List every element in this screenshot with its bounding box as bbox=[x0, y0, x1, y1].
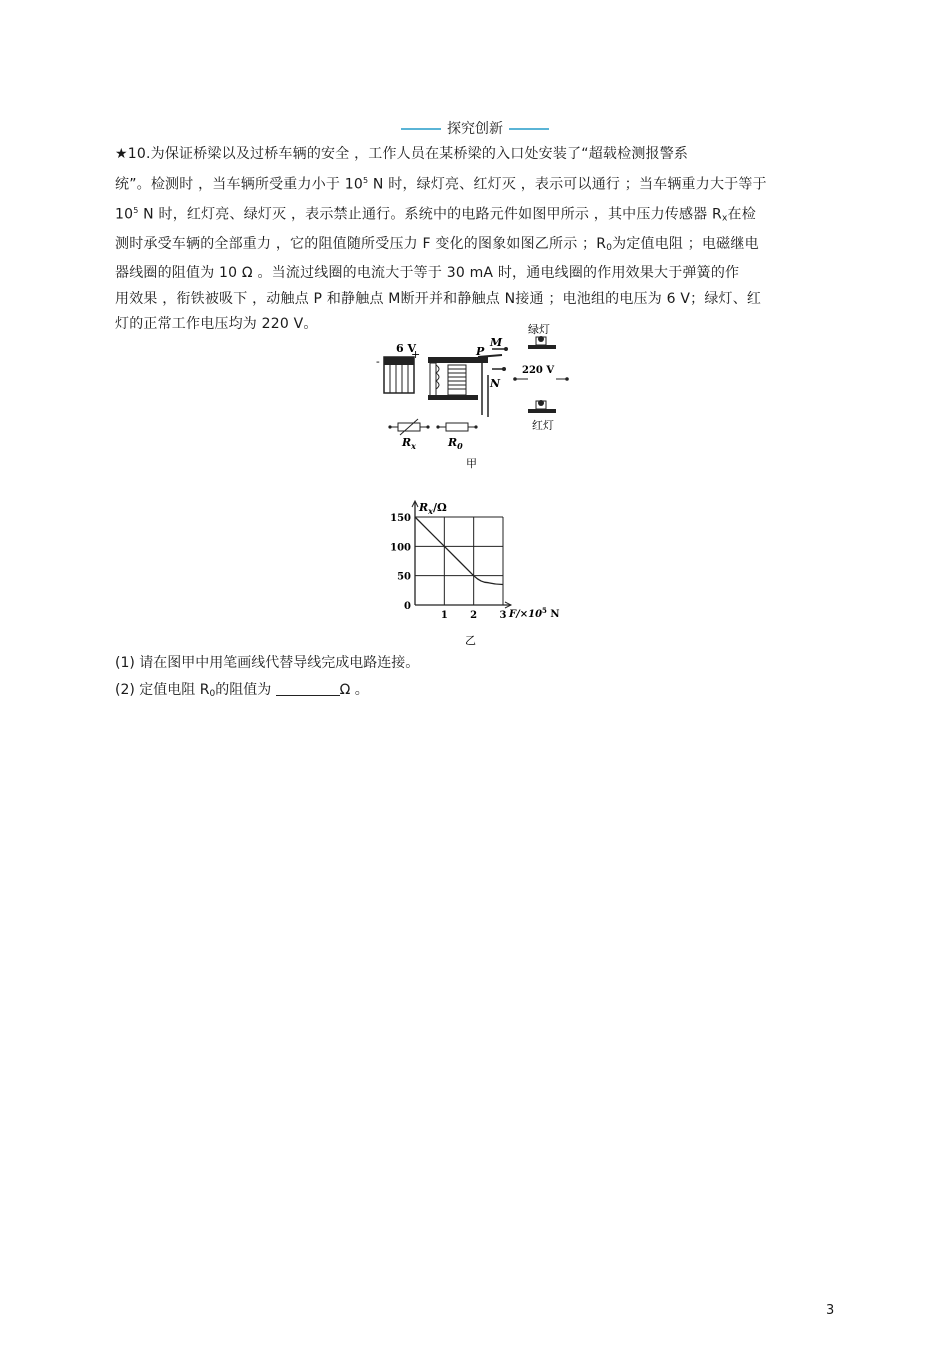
header-rule-right bbox=[509, 128, 549, 130]
red-lamp-icon bbox=[528, 400, 556, 413]
problem-text bbox=[115, 142, 825, 338]
y-tick-label: 50 bbox=[397, 571, 411, 583]
contact-m-label: M bbox=[490, 336, 503, 349]
supply-terminals-icon bbox=[513, 377, 569, 381]
section-title: 探究创新 bbox=[447, 121, 503, 137]
exponent: 5 bbox=[133, 205, 139, 215]
y-tick-label: 0 bbox=[404, 601, 411, 612]
question-2-text-c: Ω 。 bbox=[339, 682, 369, 698]
subscript-x: x bbox=[721, 213, 728, 224]
red-lamp-label: 红灯 bbox=[532, 419, 554, 432]
green-lamp-label: 绿灯 bbox=[528, 323, 550, 336]
problem-text-3a: 10 bbox=[115, 206, 134, 223]
question-2-subscript: 0 bbox=[209, 689, 216, 699]
problem-text-3c: 在检 bbox=[727, 206, 756, 223]
problem-line-4 bbox=[115, 232, 825, 262]
contacts-icon bbox=[492, 347, 508, 371]
figure-jia-caption: 甲 bbox=[466, 457, 477, 470]
answer-blank[interactable] bbox=[276, 681, 340, 696]
battery-plus-label: + bbox=[411, 348, 421, 361]
battery-minus-label: - bbox=[376, 355, 380, 368]
variable-resistor-icon bbox=[388, 419, 429, 435]
fixed-resistor-icon bbox=[436, 423, 477, 431]
problem-number: ★10. bbox=[115, 146, 151, 162]
problem-text-2a: 统”。检测时 ，当车辆所受重力小于 10 bbox=[115, 176, 363, 193]
problem-line-6: 用效果 ，衔铁被吸下 ，动触点 P 和静触点 M断开并和静触点 N接通 ；电池组的电压为 6 V；绿灯、红 bbox=[115, 290, 762, 307]
question-1: (1) 请在图甲中用笔画线代替导线完成电路连接。 bbox=[115, 655, 420, 671]
r0-label: $R_0$ bbox=[448, 436, 463, 451]
green-lamp-icon bbox=[528, 336, 556, 349]
problem-text-4b: 为定值电阻 ；电磁继电 bbox=[612, 235, 759, 252]
problem-line-2 bbox=[115, 168, 825, 198]
contact-n-label: N bbox=[490, 377, 501, 390]
question-2-text-a: (2) 定值电阻 R bbox=[115, 682, 210, 698]
y-tick-labels bbox=[390, 513, 411, 612]
y-tick-label: 100 bbox=[390, 542, 411, 554]
problem-line-7: 灯的正常工作电压均为 220 V。 bbox=[115, 316, 318, 333]
page-number: 3 bbox=[826, 1303, 835, 1318]
problem-text-3b: N 时，红灯亮、绿灯灭 ，表示禁止通行。系统中的电路元件如图甲所示 ，其中压力传感器 R bbox=[138, 206, 722, 223]
x-axis-label: $F/\times 10^5$ N bbox=[509, 606, 560, 620]
circuit-diagram-jia bbox=[370, 323, 580, 470]
problem-line-5: 器线圈的阻值为 10 Ω 。当流过线圈的电流大于等于 30 mA 时，通电线圈的作用效果大于弹簧的作 bbox=[115, 265, 740, 282]
contact-p-label: P bbox=[476, 345, 485, 358]
rx-label: $R_x$ bbox=[402, 436, 416, 451]
x-tick-label: 1 bbox=[440, 610, 448, 621]
problem-text-2b: N 时，绿灯亮、红灯灭 ，表示可以通行 ；当车辆重力大于等于 bbox=[368, 176, 767, 193]
rx-curve bbox=[415, 517, 503, 584]
y-tick-label: 150 bbox=[390, 513, 411, 524]
rx-f-chart-yi bbox=[385, 498, 565, 648]
header-rule-left bbox=[401, 128, 441, 130]
question-2 bbox=[115, 679, 369, 699]
figure-yi-caption: 乙 bbox=[465, 634, 476, 647]
exponent: 5 bbox=[362, 175, 369, 185]
supply-voltage-label: 220 V bbox=[522, 365, 555, 376]
subscript-0: 0 bbox=[606, 242, 613, 253]
y-axis-label: $R_x/\Omega$ bbox=[419, 501, 447, 516]
battery-icon bbox=[384, 357, 414, 393]
problem-line-1 bbox=[115, 142, 825, 168]
section-header bbox=[0, 118, 950, 138]
problem-line-3 bbox=[115, 198, 825, 232]
question-2-text-b: 的阻值为 bbox=[215, 682, 276, 698]
x-tick-label: 3 bbox=[499, 610, 507, 621]
problem-text-4a: 测时承受车辆的全部重力 ，它的阻值随所受压力 F 变化的图象如图乙所示 ；R bbox=[115, 235, 607, 252]
x-tick-label: 2 bbox=[470, 610, 478, 621]
battery-voltage-label: 6 V bbox=[396, 342, 417, 355]
problem-text-1: 为保证桥梁以及过桥车辆的安全 ，工作人员在某桥梁的入口处安装了“超载检测报警系 bbox=[150, 146, 689, 162]
x-tick-labels bbox=[441, 610, 507, 621]
